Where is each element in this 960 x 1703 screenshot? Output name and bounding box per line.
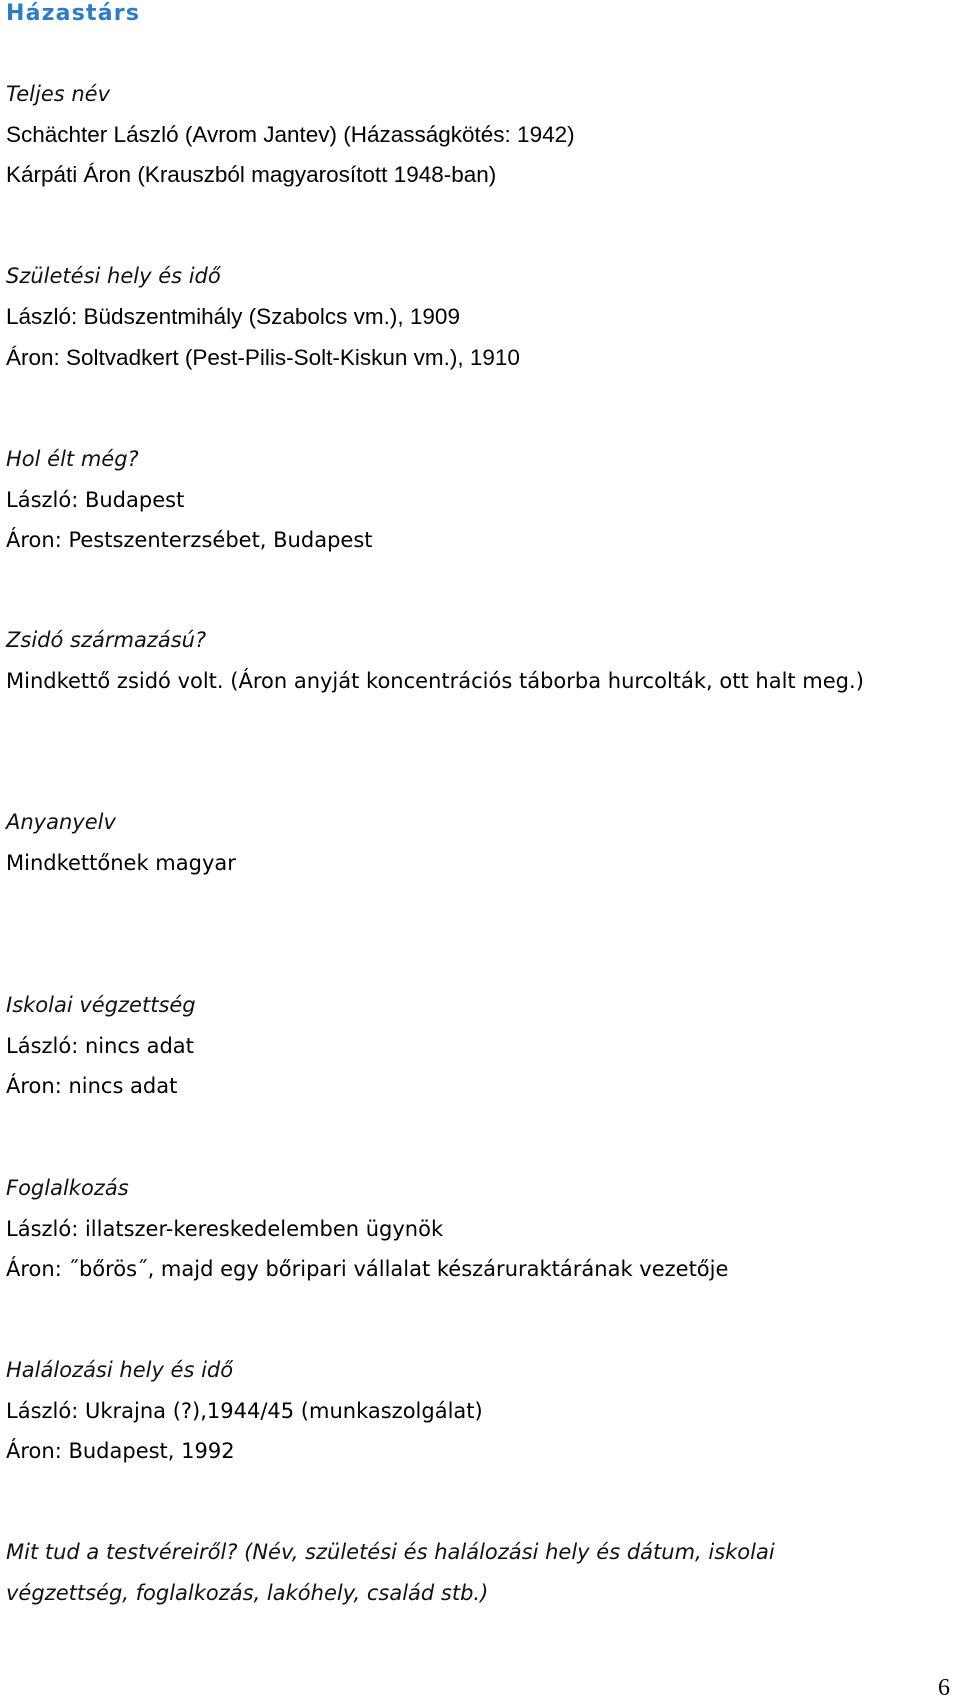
education-line-2: Áron: nincs adat	[6, 1074, 178, 1098]
section-title: Házastárs	[6, 1, 141, 26]
siblings-question-line-1: Mit tud a testvéreiről? (Név, születési és halálozási hely és dátum, iskolai	[6, 1540, 775, 1564]
page-number: 6	[938, 1675, 950, 1701]
birth-label: Születési hely és idő	[6, 264, 221, 288]
full-name-line-2: Kárpáti Áron (Krauszból magyarosított 1948-ban)	[6, 162, 497, 187]
education-line-1: László: nincs adat	[6, 1034, 194, 1058]
residence-line-2: Áron: Pestszenterzsébet, Budapest	[6, 528, 373, 552]
full-name-line-1: Schächter László (Avrom Jantev) (Házasságkötés: 1942)	[6, 122, 575, 147]
birth-line-2: Áron: Soltvadkert (Pest-Pilis-Solt-Kiskun vm.), 1910	[6, 345, 520, 370]
death-line-1: László: Ukrajna (?),1944/45 (munkaszolgálat)	[6, 1399, 483, 1423]
death-line-2: Áron: Budapest, 1992	[6, 1439, 235, 1463]
full-name-label: Teljes név	[6, 82, 111, 106]
jewish-origin-label: Zsidó származású?	[6, 628, 207, 652]
residence-line-1: László: Budapest	[6, 488, 185, 512]
jewish-origin-answer: Mindkettő zsidó volt. (Áron anyját koncentrációs táborba hurcolták, ott halt meg.)	[6, 669, 864, 693]
siblings-question-line-2: végzettség, foglalkozás, lakóhely, család stb.)	[6, 1581, 489, 1605]
birth-line-1: László: Büdszentmihály (Szabolcs vm.), 1909	[6, 304, 460, 329]
mother-tongue-answer: Mindkettőnek magyar	[6, 851, 236, 875]
death-label: Halálozási hely és idő	[6, 1358, 234, 1382]
occupation-line-1: László: illatszer-kereskedelemben ügynök	[6, 1217, 444, 1241]
occupation-label: Foglalkozás	[6, 1176, 129, 1200]
residence-label: Hol élt még?	[6, 447, 139, 471]
occupation-line-2: Áron: ˝bőrös˝, majd egy bőripari vállalat készáruraktárának vezetője	[6, 1257, 729, 1281]
mother-tongue-label: Anyanyelv	[6, 810, 116, 834]
education-label: Iskolai végzettség	[6, 993, 196, 1017]
